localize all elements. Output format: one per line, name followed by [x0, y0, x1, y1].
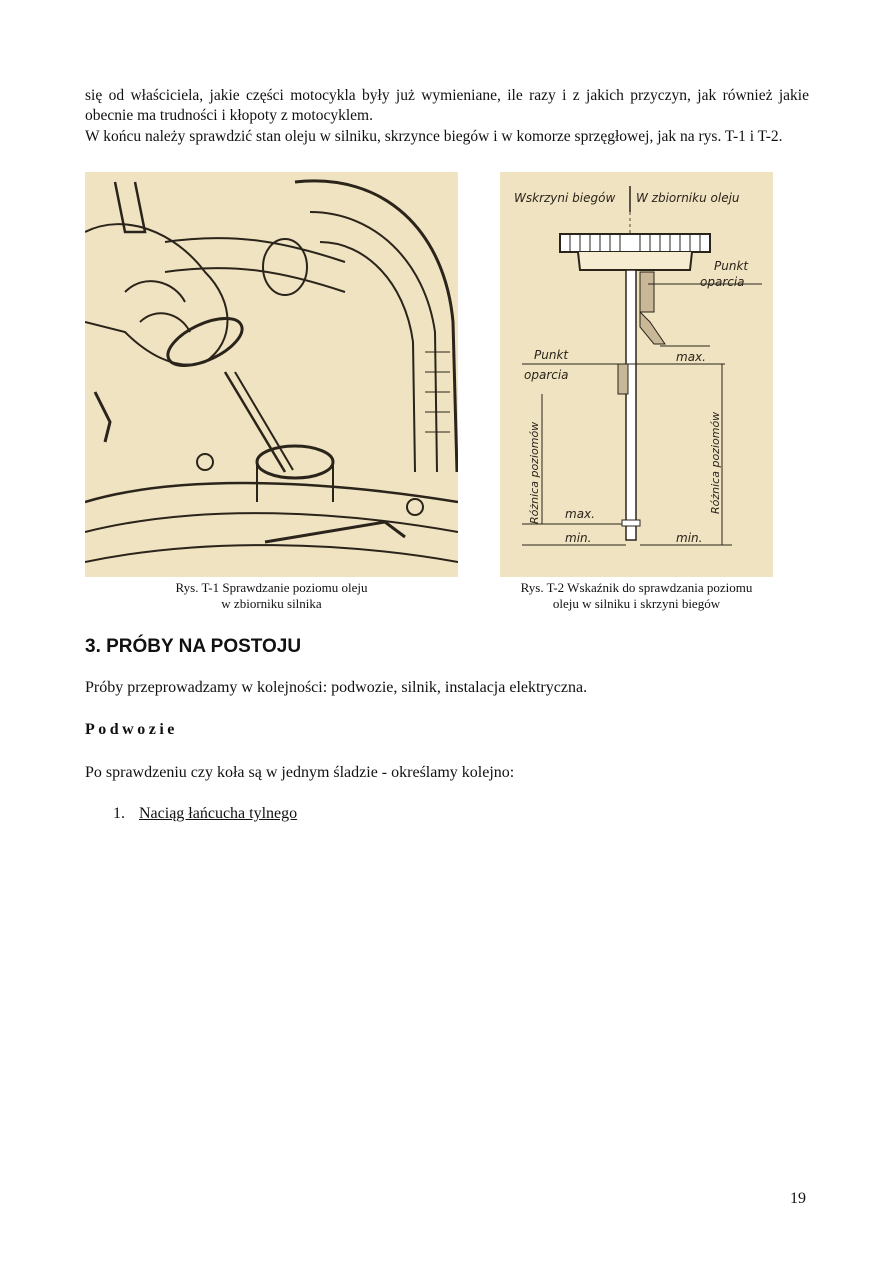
figure1-caption — [85, 580, 458, 612]
intro-paragraph: się od właściciela, jakie części motocykla były już wymieniane, ile razy i z jakich przyczyn, jak również jakie obecnie ma trudności i kłopoty z motocyklem. — [85, 87, 809, 124]
diagram-label-roznica-left: Różnica poziomów — [528, 421, 541, 524]
diagram-label-oil-tank: W zbiorniku oleju — [636, 191, 740, 205]
section-heading: 3. PRÓBY NA POSTOJU — [85, 636, 302, 657]
oil-check-paragraph: W końcu należy sprawdzić stan oleju w silniku, skrzynce biegów i w komorze sprzęgłowej, jak na rys. T-1 i T-2. — [85, 128, 783, 145]
subsection-paragraph: Po sprawdzeniu czy koła są w jednym śladzie - określamy kolejno: — [85, 764, 515, 781]
diagram-label-gearbox: Wskrzyni biegów — [514, 191, 616, 205]
diagram-label-min-right: min. — [676, 531, 703, 545]
diagram-label-oparcia-right: oparcia — [700, 275, 745, 289]
list-item-text: Naciąg łańcucha tylnego — [139, 805, 298, 822]
diagram-label-punkt-left: Punkt — [534, 348, 569, 362]
diagram-label-oparcia-left: oparcia — [524, 368, 569, 382]
figure1-caption-line1: Rys. T-1 Sprawdzanie poziomu oleju — [175, 580, 368, 595]
page-number: 19 — [790, 1190, 806, 1207]
list-item-number: 1. — [113, 805, 125, 822]
figure1-caption-line2: w zbiorniku silnika — [221, 596, 322, 611]
figure2-caption — [480, 580, 793, 612]
list-item — [113, 805, 297, 823]
subsection-heading: Podwozie — [85, 721, 178, 738]
figure2-caption-line2: oleju w silniku i skrzyni biegów — [552, 596, 721, 611]
section-paragraph: Próby przeprowadzamy w kolejności: podwozie, silnik, instalacja elektryczna. — [85, 679, 588, 696]
diagram-label-punkt-right: Punkt — [714, 259, 749, 273]
figure-oil-tank-illustration — [85, 172, 458, 577]
figure2-caption-line1: Rys. T-2 Wskaźnik do sprawdzania poziomu — [520, 580, 753, 595]
diagram-label-roznica-right: Różnica poziomów — [709, 411, 722, 514]
diagram-label-max-right: max. — [676, 350, 706, 364]
diagram-label-min-left: min. — [565, 531, 592, 545]
diagram-label-max-left: max. — [565, 507, 595, 521]
figure-dipstick-diagram — [500, 172, 773, 577]
